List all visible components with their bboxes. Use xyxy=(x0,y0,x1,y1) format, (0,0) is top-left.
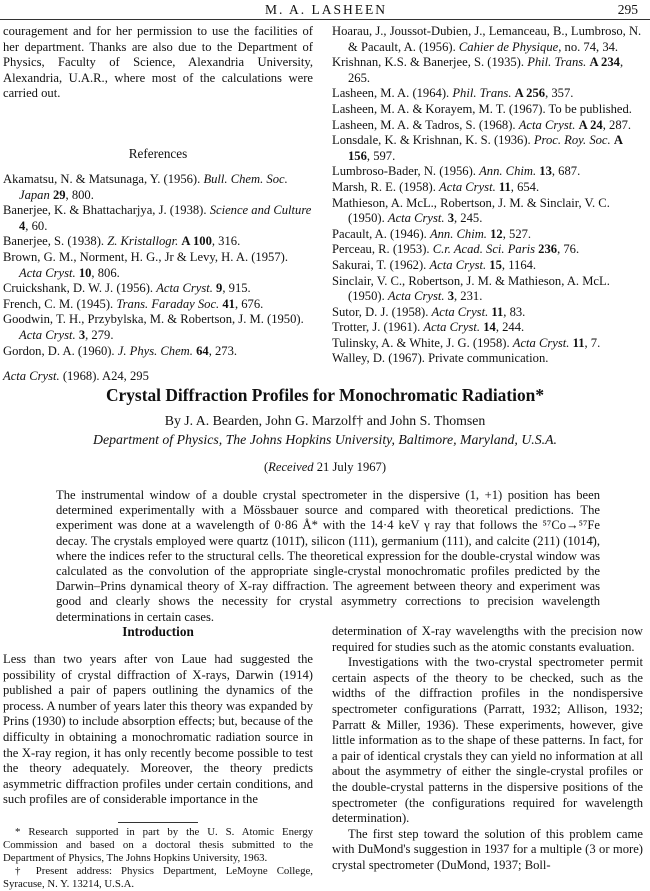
reference-volume: 14 xyxy=(483,320,496,335)
reference-journal: Acta Cryst. xyxy=(512,335,570,350)
reference-journal: Proc. Roy. Soc. xyxy=(533,133,611,148)
reference-journal: Z. Kristallogr. xyxy=(107,234,179,249)
running-header-author: M. A. LASHEEN xyxy=(265,2,388,17)
reference-item xyxy=(332,55,643,86)
reference-item xyxy=(3,203,313,234)
introduction-left-column xyxy=(3,652,313,808)
reference-journal: Cahier de Physique xyxy=(458,39,559,54)
reference-authors: Sakurai, T. (1962). xyxy=(332,257,430,272)
reference-volume: 3 xyxy=(78,327,86,342)
reference-item xyxy=(3,281,313,297)
reference-journal: Trans. Faraday Soc. xyxy=(116,296,220,311)
reference-authors: Brown, G. M., Norment, H. G., Jr & Levy, H. A. (1957). xyxy=(3,249,288,264)
reference-item xyxy=(332,164,643,180)
reference-authors: Perceau, R. (1953). xyxy=(332,242,433,257)
reference-item xyxy=(332,180,643,196)
reference-volume: 11 xyxy=(572,335,585,350)
reference-journal: Bull. Chem. Soc. Japan xyxy=(19,172,288,202)
reference-volume: 15 xyxy=(489,257,502,272)
reference-authors: Goodwin, T. H., Przybylska, M. & Robertson, J. M. (1950). xyxy=(3,312,304,327)
reference-pages: , no. 74, 34. xyxy=(558,39,619,54)
reference-journal: J. Phys. Chem. xyxy=(117,343,193,358)
reference-pages: , 279. xyxy=(85,327,114,342)
reference-authors: Lasheen, M. A. & Korayem, M. T. (1967). To be published. xyxy=(332,101,632,116)
reference-volume: 236 xyxy=(538,242,558,257)
reference-authors: Lumbroso-Bader, N. (1956). xyxy=(332,164,480,179)
reference-item xyxy=(332,351,643,367)
reference-journal: C.r. Acad. Sci. Paris xyxy=(432,242,536,257)
reference-volume: 4 xyxy=(19,218,26,233)
reference-item xyxy=(332,274,643,305)
footnote-rule xyxy=(118,822,198,823)
reference-pages: , 1164. xyxy=(501,257,537,272)
article-title: Crystal Diffraction Profiles for Monochromatic Radiation* xyxy=(105,385,545,405)
reference-pages: , 357. xyxy=(545,86,574,101)
reference-volume: A 156 xyxy=(348,133,623,163)
reference-item xyxy=(3,250,313,281)
reference-authors: Banerjee, K. & Bhattacharjya, J. (1938). xyxy=(3,203,210,218)
reference-authors: Trotter, J. (1961). xyxy=(332,320,424,335)
reference-volume: 29 xyxy=(52,187,66,202)
reference-volume: A 24 xyxy=(578,117,603,132)
references-list-right xyxy=(332,24,643,367)
abstract: The instrumental window of a double crystal spectrometer in the dispersive (1, +1) position has been determined experimentally with a Mössbauer source and compared with theoretical predictions. The experiment was done at a wavelength of 0·86 Å* with the 14·4 keV γ ray that follows the ⁵⁷Co→⁵⁷Fe decay. The crystals employed were quartz (1011̄), silicon (111), germanium (111), and calcite (211) (1014̄), where the indices refer to the structural cells. The theoretical expression for the double-crystal window was calculated as the convolution of the appropriate single-crystal monochromatic profiles predicted by the Darwin–Prins dynamical theory of X-ray diffraction. The agreement between theory and experiment was good and clearly shows the necessity for crystal asymmetry corrections to precision wavelength determinations in certain cases. xyxy=(56,488,600,624)
intro-paragraph-2: Investigations with the two-crystal spectrometer permit certain aspects of the theory to be checked, such as the widths of the diffraction profiles in the nondispersive spectrometer configurations (Parratt, 1932; Allison, 1932; Parratt & Miller, 1936). These experiments, however, give little information as to the shape of these patterns. In fact, for a pair of identical crystals they can yield no information at all about the asymmetry of either the single-crystal profiles or the double-crystal patterns in the dispersive positions of the spectrometer (the configurations required for wavelength determination). xyxy=(332,655,643,826)
reference-authors: Cruickshank, D. W. J. (1956). xyxy=(3,281,157,296)
reference-item xyxy=(332,258,643,274)
reference-authors: Banerjee, S. (1938). xyxy=(3,234,108,249)
footnote-2: † Present address: Physics Department, LeMoyne College, Syracuse, N. Y. 13214, U.S.A. xyxy=(3,865,313,890)
reference-authors: Lasheen, M. A. & Tadros, S. (1968). xyxy=(332,117,519,132)
reference-authors: Sutor, D. J. (1958). xyxy=(332,304,432,319)
reference-item xyxy=(3,312,313,343)
reference-volume: 12 xyxy=(490,226,503,241)
reference-item xyxy=(3,344,313,360)
reference-journal: Phil. Trans. xyxy=(527,55,587,70)
reference-pages: , 7. xyxy=(584,335,601,350)
reference-item xyxy=(332,227,643,243)
reference-item xyxy=(332,102,643,118)
received-label: Received xyxy=(268,460,314,474)
acknowledgement-text: couragement and for her permission to use the facilities of her department. Thanks are also due to the Department of Physics, Faculty of Science, Alexandria University, Alexandria, U.A.R., where most of the calculations were carried out. xyxy=(3,24,313,101)
reference-authors: Akamatsu, N. & Matsunaga, Y. (1956). xyxy=(3,172,204,186)
reference-item xyxy=(332,24,643,55)
reference-pages: , 244. xyxy=(495,320,525,335)
reference-authors: Krishnan, K.S. & Banerjee, S. (1935). xyxy=(332,55,528,70)
introduction-heading: Introduction xyxy=(122,624,194,639)
reference-volume: 10 xyxy=(78,265,92,280)
reference-journal: Acta Cryst. xyxy=(19,327,76,342)
reference-authors: Sinclair, V. C., Robertson, J. M. & Mathieson, A. McL. (1950). xyxy=(332,273,610,304)
received-date xyxy=(0,460,650,475)
journal-reference-rest: (1968). A24, 295 xyxy=(59,369,149,383)
reference-pages: , 316. xyxy=(211,234,241,249)
reference-volume: A 100 xyxy=(181,234,212,249)
reference-authors: Lonsdale, K. & Krishnan, K. S. (1936). xyxy=(332,133,534,148)
reference-authors: Tulinsky, A. & White, J. G. (1958). xyxy=(332,335,513,350)
reference-pages: , 527. xyxy=(502,226,532,241)
reference-pages: , 273. xyxy=(208,343,238,358)
reference-journal: Ann. Chim. xyxy=(479,164,537,179)
reference-journal: Acta Cryst. xyxy=(387,289,445,304)
reference-journal: Acta Cryst. xyxy=(518,117,576,132)
reference-volume: 13 xyxy=(539,164,552,179)
received-date-value: 21 July 1967) xyxy=(313,460,387,474)
reference-item xyxy=(332,242,643,258)
reference-volume: 3 xyxy=(447,211,454,226)
reference-authors: Gordon, D. A. (1960). xyxy=(3,343,118,358)
reference-volume: 3 xyxy=(447,289,454,304)
reference-journal: Ann. Chim. xyxy=(429,226,487,241)
reference-pages: , 231. xyxy=(454,289,483,304)
intro-paragraph-continued: determination of X-ray wavelengths with the precision now required for studies such as the atomic constants evaluation. xyxy=(332,624,643,654)
journal-reference xyxy=(3,369,149,384)
reference-item xyxy=(332,336,643,352)
references-heading: References xyxy=(128,146,188,161)
header-rule xyxy=(0,19,650,20)
reference-pages: , 287. xyxy=(602,117,632,132)
reference-volume: 64 xyxy=(196,343,209,358)
reference-authors: Marsh, R. E. (1958). xyxy=(332,179,440,194)
reference-authors: Hoarau, J., Joussot-Dubien, J., Lemanceau, B., Lumbroso, N. & Pacault, A. (1956). xyxy=(332,24,642,54)
reference-authors: Lasheen, M. A. (1964). xyxy=(332,86,453,101)
footnotes xyxy=(3,826,313,891)
introduction-right-column xyxy=(332,624,643,874)
references-list-left xyxy=(3,172,313,359)
reference-item xyxy=(332,305,643,321)
intro-paragraph-1: Less than two years after von Laue had suggested the possibility of crystal diffraction of X-rays, Darwin (1914) published a pair of papers outlining the dynamics of the process. A number of years later this theory was expanded by Prins (1930) to include absorption effects; but, because of the difficulty in obtaining a monochromatic radiation source in the X-ray region, it has only recently become possible to test the theory adequately. Moreover, the theory predicts asymmetric diffraction profiles under certain conditions, and such profiles are of considerable importance in the xyxy=(3,652,313,807)
page-number: 295 xyxy=(617,2,638,17)
reference-pages: , 60. xyxy=(25,218,48,233)
reference-journal: Acta Cryst. xyxy=(431,304,489,319)
reference-volume: 41 xyxy=(222,296,235,311)
reference-journal: Phil. Trans. xyxy=(452,86,512,101)
reference-journal: Acta Cryst. xyxy=(19,265,76,280)
reference-volume: A 256 xyxy=(514,86,546,101)
reference-volume: 11 xyxy=(498,179,511,194)
reference-authors: Mathieson, A. McL., Robertson, J. M. & Sinclair, V. C. (1950). xyxy=(332,195,610,226)
reference-volume: A 234 xyxy=(589,55,620,70)
reference-item xyxy=(332,196,643,227)
reference-journal: Acta Cryst. xyxy=(156,281,213,296)
reference-authors: Walley, D. (1967). Private communication. xyxy=(332,351,549,366)
received-pre: ( xyxy=(263,460,269,474)
intro-paragraph-3: The first step toward the solution of this problem came with DuMond's suggestion in 1937 for a multiple (3 or more) crystal spectrometer (DuMond, 1937; Boll- xyxy=(332,826,643,872)
running-header xyxy=(0,2,650,18)
reference-authors: Pacault, A. (1946). xyxy=(332,226,430,241)
article-affiliation: Department of Physics, The Johns Hopkins University, Baltimore, Maryland, U.S.A. xyxy=(93,432,557,447)
reference-journal: Acta Cryst. xyxy=(423,320,481,335)
article-authors: By J. A. Bearden, John G. Marzolf† and John S. Thomsen xyxy=(164,413,486,428)
reference-pages: , 76. xyxy=(557,242,580,257)
acknowledgement-paragraph xyxy=(3,24,313,102)
footnote-1: * Research supported in part by the U. S. Atomic Energy Commission and based on a doctoral thesis submitted to the Department of Physics, The Johns Hopkins University, 1963. xyxy=(3,826,313,864)
reference-item xyxy=(332,320,643,336)
reference-pages: , 245. xyxy=(454,211,483,226)
reference-pages: , 654. xyxy=(510,179,540,194)
reference-item xyxy=(3,297,313,313)
reference-pages: , 800. xyxy=(65,187,94,202)
reference-journal: Acta Cryst. xyxy=(439,179,496,194)
reference-journal: Science and Culture xyxy=(209,203,312,218)
reference-item xyxy=(332,118,643,134)
reference-authors: French, C. M. (1945). xyxy=(3,296,117,311)
reference-volume: 11 xyxy=(491,304,504,319)
reference-item xyxy=(3,172,313,203)
reference-pages: , 265. xyxy=(348,55,624,85)
reference-pages: , 687. xyxy=(551,164,581,179)
reference-pages: , 597. xyxy=(366,148,396,163)
reference-volume: 9 xyxy=(216,281,223,296)
reference-pages: , 676. xyxy=(234,296,264,311)
journal-reference-journal: Acta Cryst. xyxy=(3,369,60,383)
reference-item xyxy=(332,86,643,102)
reference-journal: Acta Cryst. xyxy=(429,257,487,272)
reference-pages: , 806. xyxy=(91,265,120,280)
reference-item xyxy=(332,133,643,164)
reference-journal: Acta Cryst. xyxy=(387,211,445,226)
reference-pages: , 83. xyxy=(503,304,526,319)
reference-pages: , 915. xyxy=(222,281,251,296)
reference-item xyxy=(3,234,313,250)
